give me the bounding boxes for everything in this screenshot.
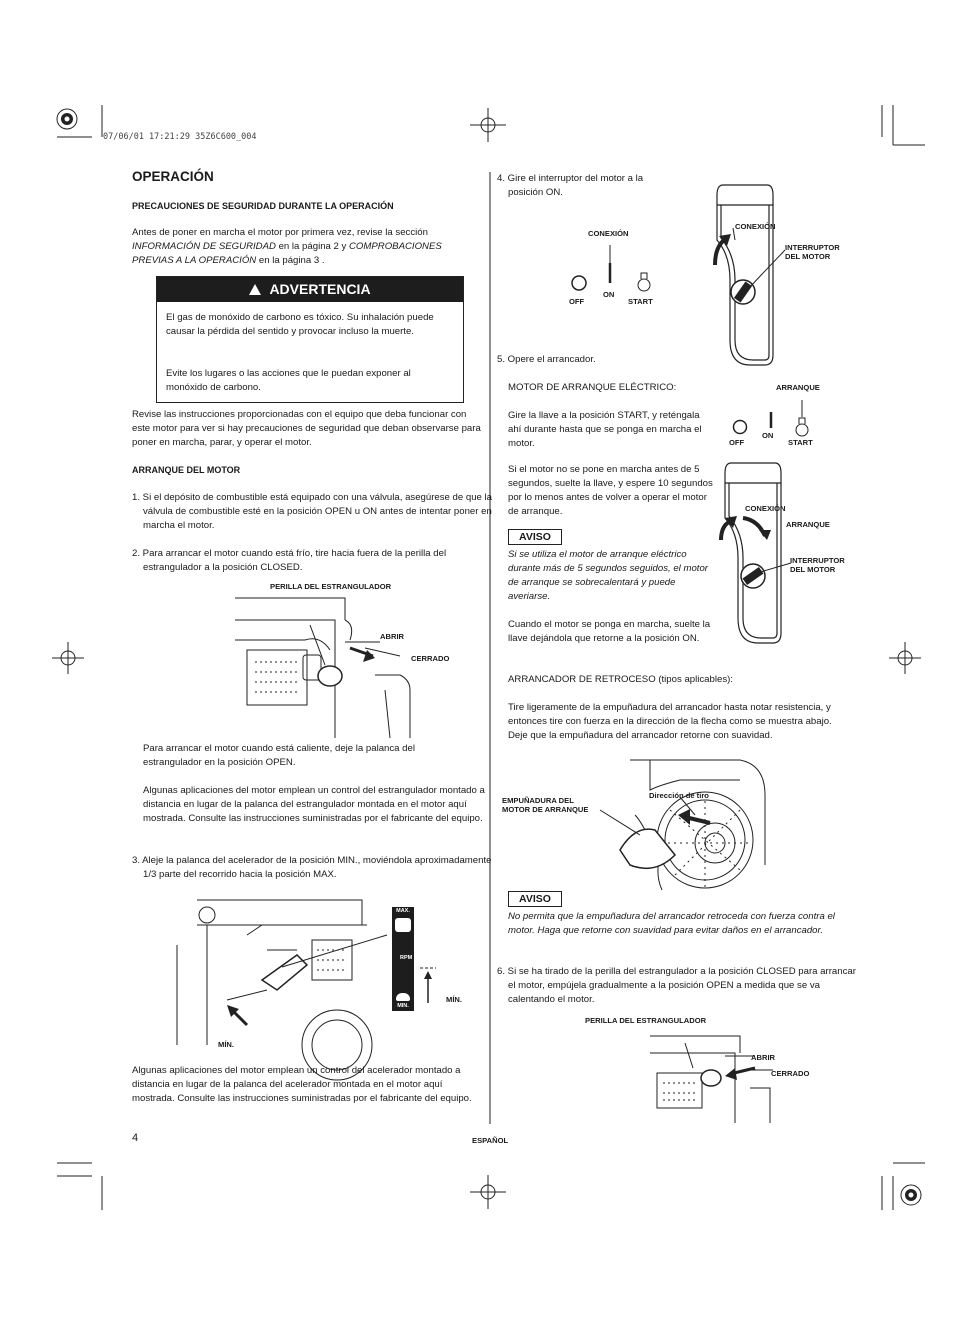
recoil-starter-figure (600, 755, 770, 895)
fig3-start-label: START (628, 297, 653, 306)
remote-choke-text: Algunas aplicaciones del motor emplean un control del estrangulador montado a distancia en lugar de la palanca del estrangulador montada en el motor aquí mostrada. Consulte las instrucciones suministradas por el fabricante del equipo. (143, 785, 485, 824)
page-number: 4 (132, 1132, 139, 1144)
warning-box (156, 276, 464, 403)
release-key-text: Cuando el motor se ponga en marcha, suelte la llave dejándola que retorne a la posición ON. (508, 619, 711, 644)
choke-knob-icon (318, 666, 342, 686)
target-icon (901, 1185, 921, 1205)
intro-text-2: en la página 2 y (275, 241, 349, 252)
warning-text-1: El gas de monóxido de carbono es tóxico. Su inhalación puede causar la pérdida del sentido y provocar incluso la muerte. (166, 312, 434, 337)
on-switch-symbols (568, 245, 648, 295)
fig3-off-label: OFF (569, 297, 585, 306)
electric-step-2: Si el motor no se pone en marcha antes de 5 segundos, suelte la llave, y espere 10 segundos por lo menos antes de volver a operar el motor de arranque. (508, 464, 713, 517)
off-symbol-icon (572, 276, 586, 290)
step-6: 6. Si se ha tirado de la perilla del estrangulador a la posición CLOSED para arrancar el motor, empújela gradualmente a la posición OPEN a medida que se va calentando el motor. (497, 966, 856, 1005)
warm-start-text: Para arrancar el motor cuando está caliente, deje la palanca del estrangulador en la posición OPEN. (143, 743, 415, 768)
choke-knob-icon (701, 1070, 721, 1086)
electric-heading: MOTOR DE ARRANQUE ELÉCTRICO: (508, 382, 677, 393)
warning-header-text: ADVERTENCIA (269, 281, 371, 297)
aviso-text-2: No permita que la empuñadura del arrancador retroceda con fuerza contra el motor. Haga que retorne con suavidad para evitar daños en el arrancador. (508, 911, 835, 936)
start-symbol-icon (796, 400, 808, 436)
step-2: 2. Para arrancar el motor cuando está frío, tire hacia fuera de la perilla del estrangulador a la posición CLOSED. (132, 548, 447, 573)
warning-text-2: Evite los lugares o las acciones que le puedan exponer al monóxido de carbono. (166, 368, 411, 393)
electric-step-1: Gire la llave a la posición START, y reténgala ahí durante hasta que se ponga en marcha el motor. (508, 410, 702, 449)
gauge-max-label: MAX. (396, 908, 410, 914)
turtle-icon (396, 993, 410, 1001)
fig4-switch-label-2: DEL MOTOR (790, 565, 836, 574)
off-symbol-icon (734, 421, 747, 434)
fig5-handle-label-1: EMPUÑADURA DEL (502, 796, 574, 805)
choke-open-figure (645, 1028, 775, 1123)
aviso-badge-2: AVISO (508, 891, 562, 907)
rabbit-icon (395, 918, 411, 932)
pull-direction-arrow-icon (678, 809, 710, 825)
fig5-direction-label: Dirección de tiro (649, 791, 709, 800)
fig4-arranque-label-2: ARRANQUE (786, 520, 830, 529)
intro-text-1: Antes de poner en marcha el motor por primera vez, revise la sección (132, 227, 428, 238)
step-3: 3. Aleje la palanca del acelerador de la posición MIN., moviéndola aproximadamente 1/3 parte del recorrido hacia la posición MAX. (132, 855, 492, 880)
pull-arrow-icon (345, 642, 400, 662)
engine-switch-panel-start (713, 458, 793, 648)
fig4-start-label: START (788, 438, 813, 447)
fig6-knob-label: PERILLA DEL ESTRANGULADOR (585, 1016, 707, 1025)
turn-arrows-icon (721, 516, 771, 540)
fig6-closed-label: CERRADO (771, 1069, 810, 1078)
aviso-badge: AVISO (508, 529, 562, 545)
intro-ref-safety: INFORMACIÓN DE SEGURIDAD (132, 241, 276, 252)
start-heading: ARRANQUE DEL MOTOR (132, 465, 241, 475)
fig2-min-label-left: MÍN. (218, 1040, 235, 1049)
fig4-off-label: OFF (729, 438, 745, 447)
recoil-text: Tire ligeramente de la empuñadura del arrancador hasta notar resistencia, y entonces tire con fuerza en la dirección de la flecha como se muestra abajo. Deje que la empuñadura del arrancador retorne con suavidad. (508, 702, 832, 741)
remote-throttle-text: Algunas aplicaciones del motor emplean un control del acelerador montado a distancia en lugar de la palanca del acelerador montada en el motor aquí mostrada. Consulte las instrucciones suministradas por el fabricante del equipo. (132, 1065, 472, 1104)
fig3-switch-label-2: DEL MOTOR (785, 252, 831, 261)
fig3-switch-label-1: INTERRUPTOR (785, 243, 840, 252)
aviso-text-1: Si se utiliza el motor de arranque eléctrico durante más de 5 segundos seguidos, el motor de arranque se sobrecalentará y puede averiarse. (508, 549, 708, 602)
fig3-conexion-label-2: CONEXIÓN (735, 222, 776, 231)
fig2-min-label-right: MÍN. (446, 995, 463, 1004)
fig5-handle-label-2: MOTOR DE ARRANQUE (502, 805, 589, 814)
gauge-min-label: MIN. (397, 1003, 409, 1009)
gauge-rpm-label: RPM (400, 955, 413, 961)
intro-text-3: en la página 3 . (256, 255, 325, 266)
step-1: 1. Si el depósito de combustible está equipado con una válvula, asegúrese de que la válvula de combustible esté en la posición OPEN u ON antes de intentar poner en marcha el motor. (132, 492, 493, 531)
min-arrow-icon (227, 990, 267, 1025)
safety-heading: PRECAUCIONES DE SEGURIDAD DURANTE LA OPERACIÓN (132, 201, 394, 211)
starter-grip-icon (620, 829, 675, 868)
warning-triangle-icon (249, 284, 261, 295)
engine-switch-panel-on (705, 180, 785, 370)
fig4-conexion-label: CONEXIÓN (745, 504, 786, 513)
print-stamp: 07/06/01 17:21:29 35Z6C600_004 (103, 132, 257, 142)
step-5: 5. Opere el arrancador. (497, 354, 596, 365)
fig1-knob-label: PERILLA DEL ESTRANGULADOR (270, 582, 392, 591)
throttle-figure (167, 895, 367, 1050)
step-4: 4. Gire el interruptor del motor a la posición ON. (497, 173, 644, 198)
page-title: OPERACIÓN (132, 169, 214, 184)
language-label: ESPAÑOL (472, 1136, 509, 1145)
review-paragraph: Revise las instrucciones proporcionadas con el equipo que deba funcionar con este motor para ver si hay precauciones de seguridad que deban observarse para poner en marcha, parar, y operar el motor. (132, 409, 481, 448)
intro-ref-checks: COMPROBACIONES PREVIAS A LA OPERACIÓN (132, 241, 442, 266)
target-icon (57, 109, 77, 129)
warning-header (157, 277, 463, 302)
gauge-pointer (418, 965, 438, 1005)
fig1-open-label: ABRIR (380, 632, 405, 641)
fig1-closed-label: CERRADO (411, 654, 450, 663)
recoil-heading: ARRANCADOR DE RETROCESO (tipos aplicables): (508, 674, 733, 685)
intro-paragraph (132, 226, 467, 268)
fig4-arranque-label: ARRANQUE (776, 383, 820, 392)
fig4-on-label: ON (762, 431, 774, 440)
fig6-open-label: ABRIR (751, 1053, 776, 1062)
fig3-conexion-label: CONEXIÓN (588, 229, 629, 238)
fig4-switch-label-1: INTERRUPTOR (790, 556, 845, 565)
fig3-on-label: ON (603, 290, 615, 299)
throttle-lever-icon (262, 955, 307, 990)
